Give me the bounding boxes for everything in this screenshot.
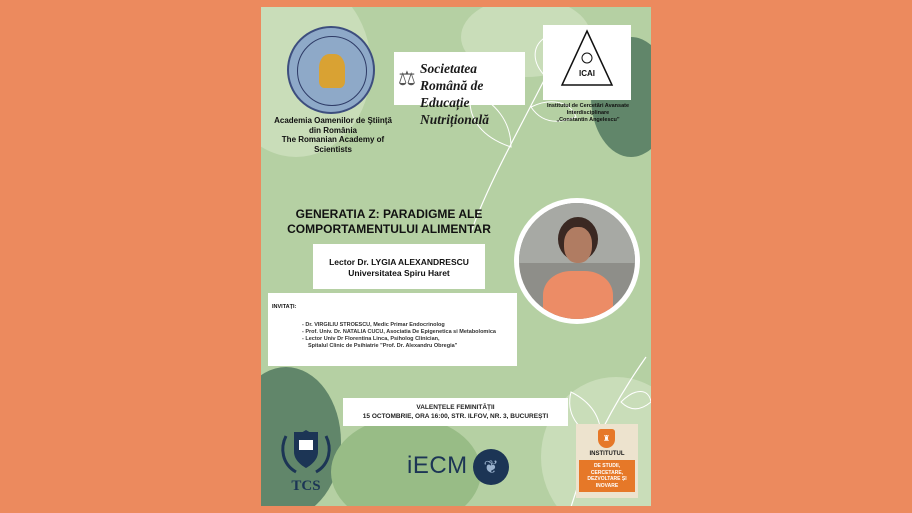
institut-top-text: INSTITUTUL	[589, 451, 625, 457]
guest-item: - Prof. Univ. Dr. NATALIA CUCU, Asociatia De Epigenetica si Metabolomica	[302, 329, 496, 335]
icai-line2: Interdisciplinare	[566, 110, 610, 116]
icai-acronym: ICAI	[579, 69, 595, 78]
leaf-badge-icon: ❦	[473, 449, 509, 485]
institut-logo	[576, 424, 638, 498]
event-info-box	[343, 398, 568, 426]
triangle-icon	[560, 28, 614, 88]
icai-line3: „Constantin Angelescu”	[556, 117, 620, 123]
icai-line1: Institutul de Cercetări Avansate	[546, 103, 630, 109]
academy-figure-icon	[319, 54, 345, 88]
poster	[261, 7, 651, 506]
event-info-line2: 15 OCTOMBRIE, ORA 16:00, STR. ILFOV, NR. 3, BUCUREȘTI	[362, 413, 549, 420]
society-line1: Societatea Română de	[420, 61, 484, 93]
tcs-logo	[275, 426, 337, 504]
icai-logo	[543, 25, 631, 100]
scales-icon: ⚖	[398, 68, 416, 90]
iecm-logo	[407, 447, 517, 487]
speaker-photo	[514, 198, 640, 324]
academy-name-ro: Academia Oamenilor de Ştiinţă din România	[274, 116, 392, 135]
guest-item: - Lector Univ Dr Florentina Linca, Psiholog Clinician,	[302, 336, 440, 342]
laurel-shield-icon	[278, 426, 334, 476]
society-line2: Educație Nutrițională	[420, 95, 490, 127]
event-title-line1: GENERATIA Z: PARADIGME ALE	[295, 207, 483, 221]
speaker-name: Lector Dr. LYGIA ALEXANDRESCU	[329, 257, 469, 267]
academy-name-en: The Romanian Academy of Scientists	[281, 135, 385, 154]
iecm-text: iECM	[407, 452, 468, 479]
academy-seal	[287, 26, 375, 114]
guests-heading: INVITAȚI:	[272, 304, 297, 310]
guests-box	[268, 293, 517, 366]
institut-bottom-text: DE STUDII, CERCETARE, DEZVOLTARE ȘI INOVARE	[579, 460, 635, 492]
society-logo	[394, 52, 525, 127]
speaker-box	[313, 244, 485, 289]
event-info-line1: VALENȚELE FEMINITĂȚII	[416, 404, 495, 411]
guest-item: Spitalul Clinic de Psihiatrie "Prof. Dr. Alexandru Obregia"	[308, 343, 458, 349]
guest-item: - Dr. VIRGILIU STROESCU, Medic Primar Endocrinolog	[302, 322, 445, 328]
institut-shield-icon: ♜	[598, 429, 615, 448]
speaker-university: Universitatea Spiru Haret	[348, 268, 450, 278]
tcs-text: TCS	[291, 478, 321, 494]
event-title-line2: COMPORTAMENTULUI ALIMENTAR	[287, 222, 491, 236]
